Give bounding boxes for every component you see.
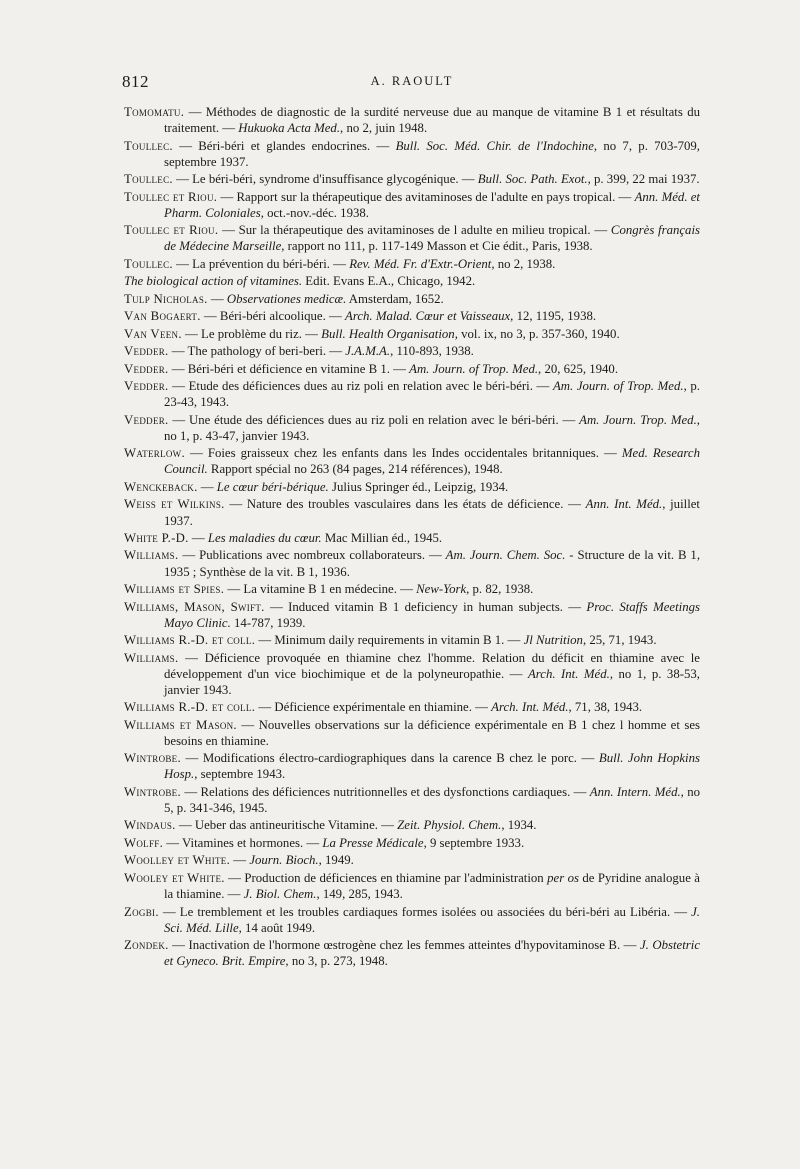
reference-entry <box>124 256 700 272</box>
reference-text: — Modifications électro-cardiographiques dans la carence B chez le porc. — <box>180 751 599 766</box>
reference-text: Rapport spécial no 263 (84 pages, 214 références), 1948. <box>207 462 503 477</box>
reference-title: Bull. Health Organisation, <box>321 326 458 341</box>
reference-author: Williams. <box>124 650 179 665</box>
reference-title: Hukuoka Acta Med. <box>238 121 341 136</box>
reference-author: Williams R.-D. et coll. <box>124 633 256 648</box>
reference-text: , 14 août 1949. <box>238 920 316 935</box>
running-head: A. RAOULT <box>370 74 454 88</box>
reference-title: Arch. Int. Méd. <box>491 700 569 715</box>
reference-author: Tomomatu. <box>124 105 185 119</box>
reference-text: — Inactivation de l'hormone œstrogène chez les femmes atteintes d'hypovitaminose B. — <box>168 938 640 953</box>
reference-text: — Rapport sur la thérapeutique des avitaminoses de l'adulte en pays tropical. — <box>217 189 635 204</box>
reference-title: Ann. Méd. et Pharm. Coloniales, <box>164 189 700 220</box>
reference-text: — <box>207 291 227 306</box>
reference-title: per os <box>547 870 579 885</box>
reference-entry <box>124 784 700 816</box>
reference-title: Am. Journ. Chem. Soc. <box>445 548 566 563</box>
reference-text: — Etude des déficiences dues au riz poli en relation avec le béri-béri. — <box>168 379 553 394</box>
reference-entry <box>124 412 700 444</box>
reference-entry <box>124 699 700 715</box>
reference-title: Proc. Staffs Meetings Mayo Clinic. <box>164 599 700 630</box>
reference-title: Jl Nutrition <box>523 633 583 648</box>
reference-text: Mac Millian éd., 1945. <box>321 530 443 545</box>
reference-text: — Le problème du riz. — <box>181 326 322 341</box>
reference-text: — Béri-béri alcoolique. — <box>200 309 346 324</box>
reference-text: , no 1, p. 38-53, janvier 1943. <box>164 666 700 697</box>
reference-entry <box>124 291 700 307</box>
reference-title: Observationes medicæ. <box>226 291 347 306</box>
reference-text: , septembre 1943. <box>194 767 286 782</box>
reference-entry <box>124 308 700 324</box>
reference-text: rapport no 111, p. 117-149 Masson et Cie édit., Paris, 1938. <box>284 239 593 254</box>
reference-author: Zondek. <box>124 938 169 953</box>
reference-entry <box>124 171 700 187</box>
reference-title: J. Obstetric et Gyneco. Brit. Empire <box>164 938 700 969</box>
page-header <box>122 72 702 92</box>
reference-title: Arch. Malad. Cœur et Vaisseaux, <box>345 309 514 324</box>
reference-entry <box>124 189 700 221</box>
reference-text: , 20, 625, 1940. <box>538 361 619 376</box>
reference-text: 14-787, 1939. <box>230 615 306 630</box>
reference-text: — The pathology of beri-beri. — <box>168 344 346 359</box>
reference-text: , 71, 38, 1943. <box>568 700 643 715</box>
reference-entry <box>124 547 700 579</box>
reference-title: Am. Journ. Trop. Med. <box>579 412 697 427</box>
reference-text: vol. ix, no 3, p. 357-360, 1940. <box>457 326 620 341</box>
reference-author: Weiss et Wilkins. <box>124 497 225 512</box>
reference-title: Am. Journ. of Trop. Med. <box>552 379 684 394</box>
reference-entry <box>124 496 700 528</box>
reference-text: — Méthodes de diagnostic de la surdité nerveuse due au manque de vitamine B 1 et résultats du traitement. — <box>164 105 700 136</box>
reference-text: , 149, 285, 1943. <box>316 887 403 902</box>
reference-title: Congrès français de Médecine Marseille, <box>164 223 700 254</box>
reference-text: — Béri-béri et glandes endocrines. — <box>172 138 396 153</box>
reference-entry <box>124 445 700 477</box>
reference-text: , p. 23-43, 1943. <box>164 379 700 410</box>
reference-text: — Le tremblement et les troubles cardiaques formes isolées ou associées du béri-béri au Libéria. — <box>158 904 692 919</box>
reference-entry <box>124 650 700 698</box>
reference-entry <box>124 530 700 546</box>
reference-title: Bull. Soc. Méd. Chir. de l'Indochine, <box>395 138 598 153</box>
reference-title: Ann. Intern. Méd. <box>589 784 681 799</box>
reference-text: - Structure de la vit. B 1, 1935 ; Synthèse de la vit. B 1, 1936. <box>164 548 701 579</box>
reference-text: , 9 septembre 1933. <box>423 835 525 850</box>
reference-text: , 110-893, 1938. <box>390 344 474 359</box>
reference-entry <box>124 273 700 289</box>
reference-title: J.A.M.A. <box>345 344 391 359</box>
reference-text: — Une étude des déficiences dues au riz poli en relation avec le béri-béri. — <box>168 412 580 427</box>
reference-author: Wooley et White. <box>124 870 225 885</box>
reference-entry <box>124 817 700 833</box>
reference-text: 12, 1195, 1938. <box>513 309 597 324</box>
reference-title: Arch. Int. Méd. <box>527 666 610 681</box>
reference-text: de Pyridine analogue à la thiamine. — <box>164 870 700 902</box>
reference-text: — <box>230 853 250 868</box>
reference-text: , juillet 1937. <box>164 497 700 528</box>
reference-author: Toullec et Riou. <box>124 189 218 204</box>
reference-text: — Déficience provoquée en thiamine chez l'homme. Relation du déficit en thiamine avec le développement d'un vice biochimique et de la polyneuropathie. — <box>164 650 700 681</box>
reference-entry <box>124 717 700 749</box>
reference-title: Bull. Soc. Path. Exot. <box>477 172 588 187</box>
reference-text: , 25, 71, 1943. <box>582 633 657 648</box>
reference-author: Waterlow. <box>124 446 185 461</box>
reference-title: Le cœur béri-bérique. <box>216 479 329 494</box>
reference-text: — <box>188 530 208 545</box>
page-number: 812 <box>122 72 149 91</box>
reference-title: J. Sci. Méd. Lille <box>164 904 700 935</box>
reference-text: — Nouvelles observations sur la déficience expérimentale en B 1 chez l homme et ses besoins en thiamine. <box>164 717 700 748</box>
reference-title: Les maladies du cœur. <box>207 530 322 545</box>
reference-author: Wenckeback. <box>124 479 198 494</box>
reference-author: Van Bogaert. <box>124 309 201 324</box>
reference-text: , p. 82, 1938. <box>466 582 534 597</box>
reference-author: Wolff. <box>124 835 164 850</box>
reference-author: Windaus. <box>124 818 176 833</box>
reference-author: Vedder. <box>124 412 169 427</box>
reference-entry <box>124 835 700 851</box>
reference-entry <box>124 870 700 902</box>
reference-title: Bull. John Hopkins Hosp. <box>164 751 700 782</box>
reference-text: , no 5, p. 341-346, 1945. <box>164 784 701 815</box>
reference-text: Edit. Evans E.A., Chicago, 1942. <box>302 274 476 289</box>
reference-title: The biological action of vitamines. <box>124 274 303 289</box>
reference-text: — La vitamine B 1 en médecine. — <box>224 582 417 597</box>
reference-title: Am. Journ. of Trop. Med. <box>409 361 539 376</box>
reference-text: — La prévention du béri-béri. — <box>172 256 350 271</box>
reference-title: Rev. Méd. Fr. d'Extr.-Orient, <box>349 256 495 271</box>
reference-entry <box>124 326 700 342</box>
reference-text: — Induced vitamin B 1 deficiency in human subjects. — <box>264 599 587 614</box>
reference-author: Vedder. <box>124 344 169 359</box>
reference-text: Amsterdam, 1652. <box>346 291 444 306</box>
reference-title: La Presse Médicale <box>322 835 424 850</box>
reference-text: no 2, 1938. <box>494 256 556 271</box>
reference-text: — Production de déficiences en thiamine par l'administration <box>224 870 548 885</box>
reference-author: Williams R.-D. et coll. <box>124 700 256 715</box>
reference-author: Toullec. <box>124 138 173 153</box>
reference-entry <box>124 581 700 597</box>
reference-author: Williams, Mason, Swift. <box>124 599 265 614</box>
reference-text: Julius Springer éd., Leipzig, 1934. <box>328 479 509 494</box>
reference-text: — Béri-béri et déficience en vitamine B 1. — <box>168 361 410 376</box>
reference-entry <box>124 904 700 936</box>
reference-author: Williams et Mason. <box>124 717 237 732</box>
reference-author: Vedder. <box>124 379 169 394</box>
reference-author: Toullec et Riou. <box>124 223 219 238</box>
reference-entry <box>124 138 700 170</box>
reference-text: — Nature des troubles vasculaires dans les états de déficience. — <box>224 497 586 512</box>
reference-title: J. Biol. Chem. <box>243 887 317 902</box>
reference-title: Journ. Bioch. <box>249 853 319 868</box>
reference-text: , no 2, juin 1948. <box>340 121 428 136</box>
reference-text: oct.-nov.-déc. 1938. <box>263 205 369 220</box>
reference-title: Ann. Int. Méd. <box>585 497 663 512</box>
reference-author: Van Veen. <box>124 326 182 341</box>
reference-entry <box>124 378 700 410</box>
reference-text: — Relations des déficiences nutritionnelles et des dysfonctions cardiaques. — <box>180 784 590 799</box>
reference-author: Wintrobe. <box>124 751 181 766</box>
reference-author: Williams. <box>124 548 179 563</box>
reference-entry <box>124 343 700 359</box>
reference-text: — <box>197 479 217 494</box>
reference-author: White P.-D. <box>124 530 189 545</box>
reference-author: Tulp Nicholas. <box>124 291 208 306</box>
reference-text: — Foies graisseux chez les enfants dans les Indes occidentales britanniques. — <box>184 446 622 461</box>
reference-entry <box>124 750 700 782</box>
reference-entry <box>124 222 700 254</box>
reference-text: — Le béri-béri, syndrome d'insuffisance glycogénique. — <box>172 172 478 187</box>
reference-title: New-York <box>416 582 467 597</box>
reference-text: , no 3, p. 273, 1948. <box>285 954 388 969</box>
reference-entry <box>124 479 700 495</box>
reference-author: Woolley et White. <box>124 853 231 868</box>
reference-text: — Déficience expérimentale en thiamine. — <box>255 700 492 715</box>
reference-text: — Vitamines et hormones. — <box>163 835 323 850</box>
reference-author: Zogbi. <box>124 904 159 919</box>
reference-entry <box>124 632 700 648</box>
reference-title: Zeit. Physiol. Chem. <box>397 818 502 833</box>
reference-title: Med. Research Council. <box>164 446 700 477</box>
reference-text: , 1934. <box>501 818 537 833</box>
reference-author: Williams et Spies. <box>124 582 225 597</box>
reference-entry <box>124 599 700 631</box>
reference-text: no 7, p. 703-709, septembre 1937. <box>164 138 701 169</box>
reference-entry <box>124 361 700 377</box>
reference-text: , no 1, p. 43-47, janvier 1943. <box>164 412 700 443</box>
reference-text: , 1949. <box>318 853 354 868</box>
reference-author: Wintrobe. <box>124 784 181 799</box>
reference-text: — Minimum daily requirements in vitamin B 1. — <box>255 633 524 648</box>
reference-text: — Publications avec nombreux collaborateurs. — <box>178 548 446 563</box>
reference-author: Vedder. <box>124 361 169 376</box>
reference-entry <box>124 852 700 868</box>
reference-list <box>124 104 700 971</box>
reference-text: , p. 399, 22 mai 1937. <box>587 172 700 187</box>
reference-author: Toullec. <box>124 256 173 271</box>
reference-text: — Ueber das antineuritische Vitamine. — <box>175 818 398 833</box>
reference-entry <box>124 104 700 136</box>
reference-entry <box>124 937 700 969</box>
reference-text: — Sur la thérapeutique des avitaminoses de l adulte en milieu tropical. — <box>218 223 611 238</box>
reference-author: Toullec. <box>124 172 173 187</box>
